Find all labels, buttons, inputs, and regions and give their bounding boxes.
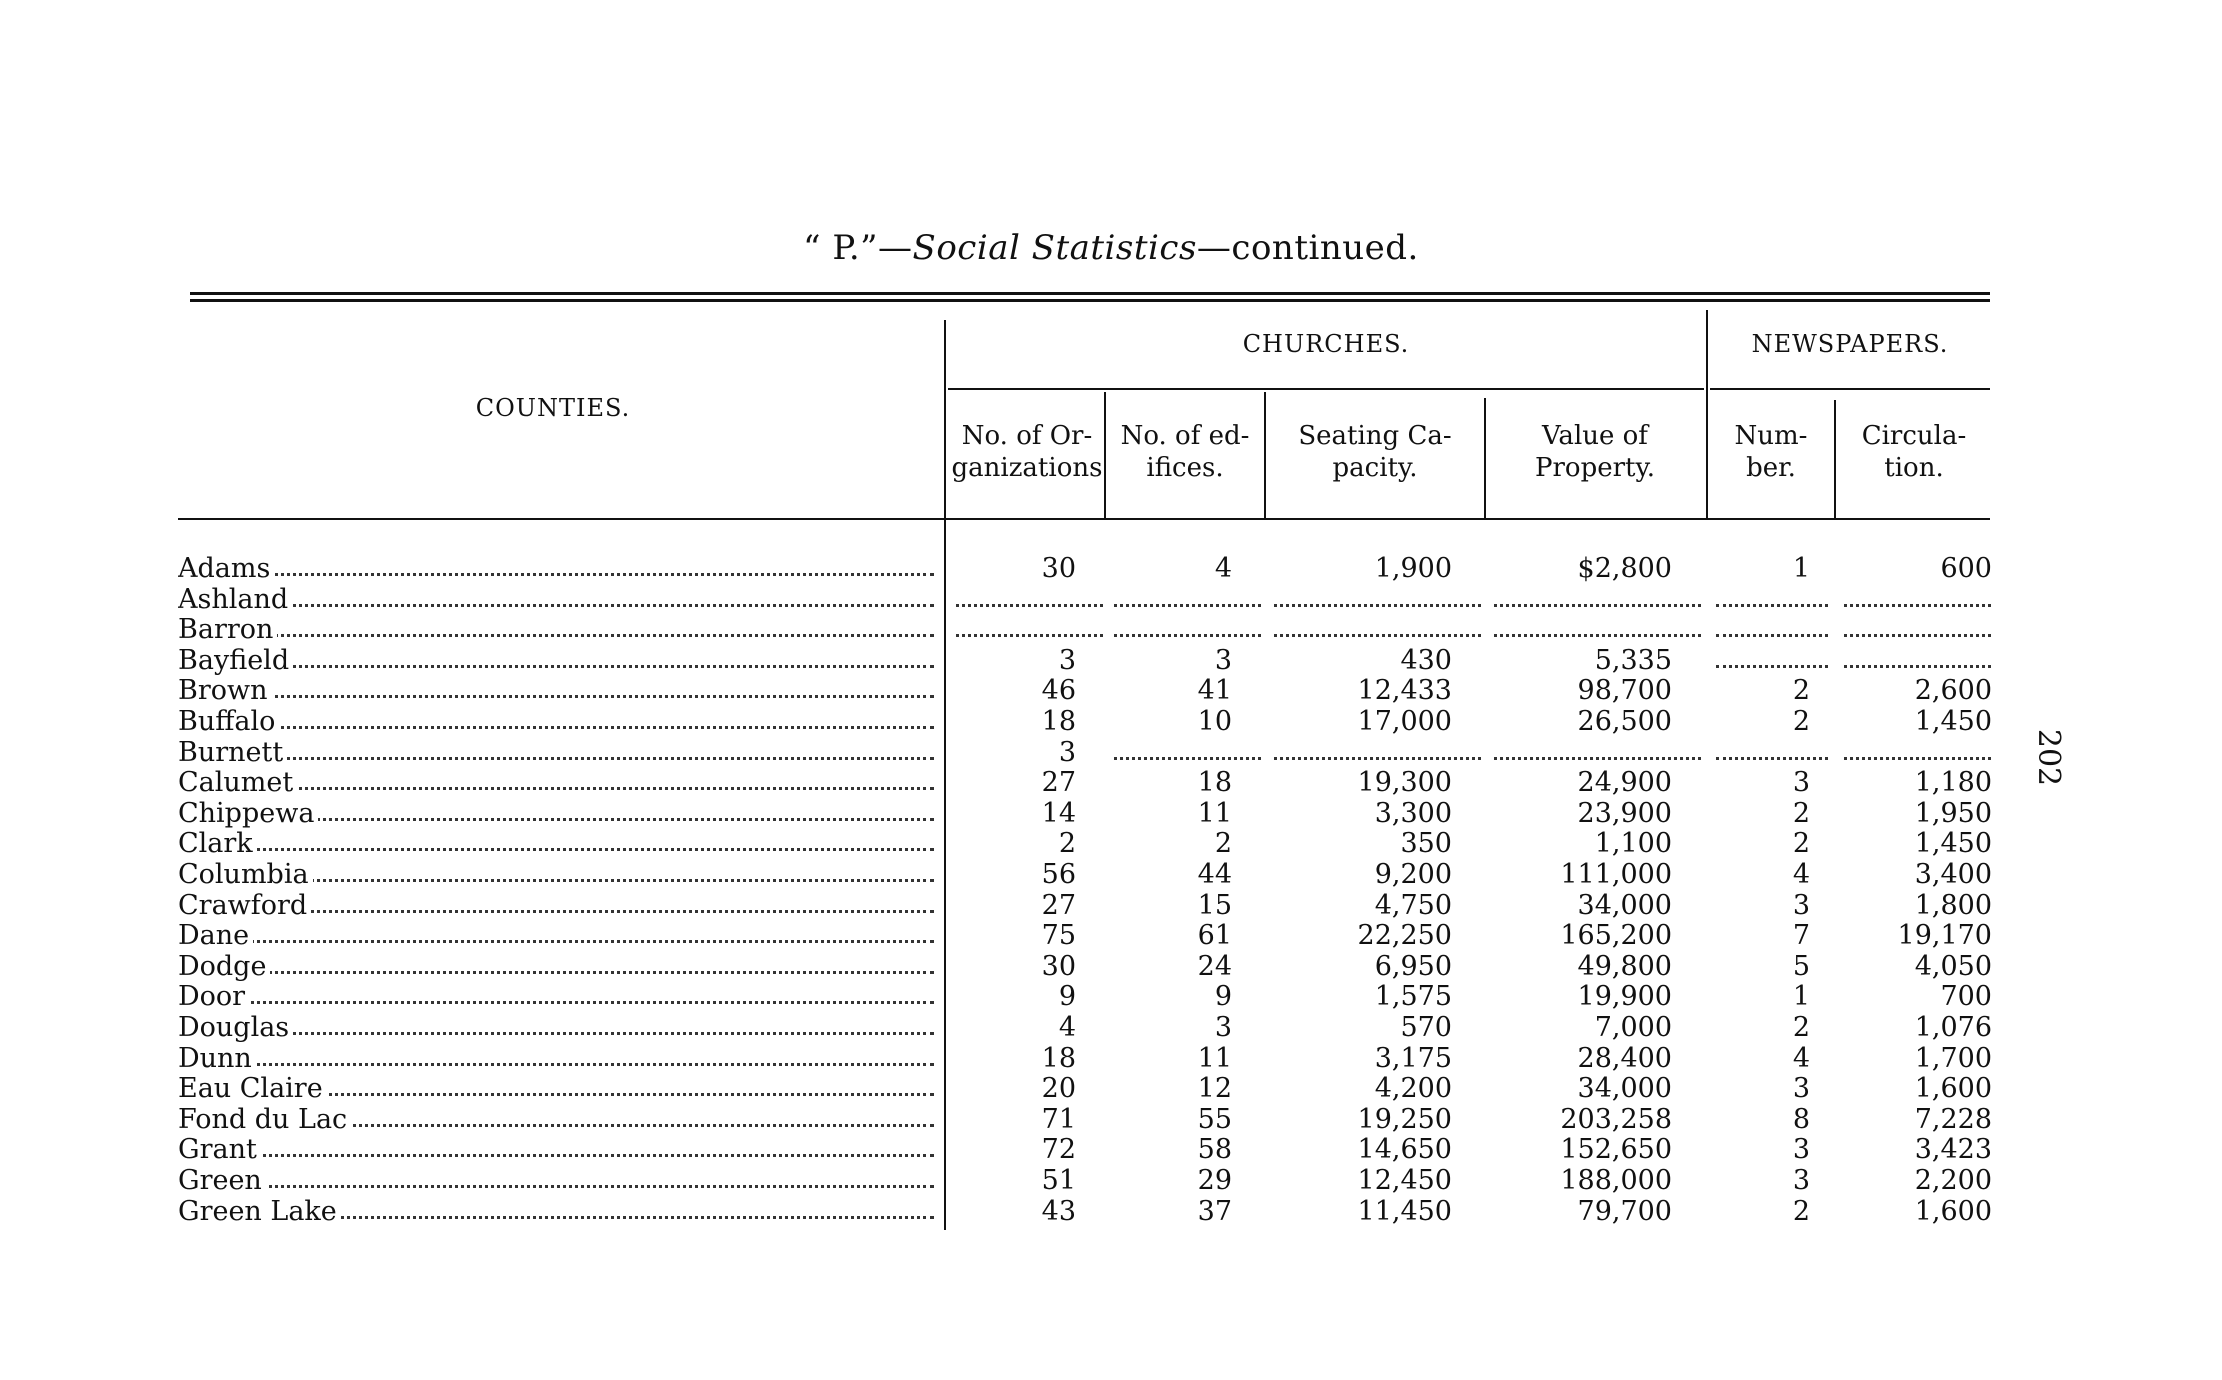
edi-cell: 12 [1197,1073,1232,1105]
circ-cell: 1,600 [1914,1195,1992,1227]
seat-cell: 19,250 [1357,1103,1452,1135]
top-rule-2 [190,299,1990,302]
county-name: Fond du Lac [178,1104,351,1135]
val-cell: 34,000 [1577,1073,1672,1105]
header-seating [1266,420,1484,484]
val-cell: 23,900 [1577,797,1672,829]
header-organizations-line2: ganizations [951,453,1103,483]
county-cell [178,890,940,921]
seat-cell: 9,200 [1374,859,1452,890]
val-cell: 98,700 [1577,675,1672,707]
circ-cell: 2,200 [1914,1165,1992,1196]
table-row [0,1104,2222,1135]
header-number-line1: Num- [1734,421,1808,451]
org-cell: 3 [1058,736,1076,768]
county-name: Ashland [178,584,292,615]
org-cell: 75 [1041,920,1076,952]
title-suffix: —continued. [1196,228,1419,268]
county-cell [178,706,940,737]
county-cell [178,828,940,859]
county-name: Green Lake [178,1196,341,1227]
top-rule-1 [190,292,1990,295]
county-cell [178,553,940,584]
circ-cell: 1,950 [1914,797,1992,829]
leader-dots [1274,634,1481,637]
seat-cell: 4,750 [1374,889,1452,921]
seat-cell: 11,450 [1357,1195,1452,1227]
table-row [0,828,2222,859]
header-counties: COUNTIES. [475,394,631,422]
edi-cell: 10 [1197,706,1232,737]
num-cell: 5 [1792,950,1810,982]
leader-dots [178,1185,934,1188]
edi-cell: 11 [1197,1042,1232,1074]
edi-cell: 29 [1197,1165,1232,1196]
county-name: Bayfield [178,645,293,676]
table-row [0,1012,2222,1043]
val-cell: 1,100 [1594,828,1672,860]
county-cell [178,1073,940,1104]
val-cell: 49,800 [1577,950,1672,982]
county-cell [178,1165,940,1196]
table-row [0,981,2222,1012]
leader-dots [178,1063,934,1066]
leader-dots [1716,757,1828,760]
org-cell: 46 [1041,675,1076,707]
edi-cell: 9 [1214,981,1232,1013]
seat-cell: 3,300 [1374,797,1452,829]
leader-dots [1844,634,1991,637]
val-cell: 188,000 [1560,1165,1672,1196]
leader-dots [1274,604,1481,607]
county-name: Adams [178,553,274,584]
county-cell [178,981,940,1012]
leader-dots [1114,604,1261,607]
seat-cell: 12,433 [1357,675,1452,707]
page-title [0,228,2222,268]
leader-dots [1274,757,1481,760]
circ-cell: 1,450 [1914,706,1992,737]
page-number: 202 [2031,728,2067,787]
churches-rule [948,388,1704,390]
val-cell: 28,400 [1577,1042,1672,1074]
org-cell: 30 [1041,950,1076,982]
newspapers-rule [1710,388,1990,390]
org-cell: 14 [1041,797,1076,829]
leader-dots [1844,604,1991,607]
circ-cell: 7,228 [1914,1103,1992,1135]
circ-cell: 2,600 [1914,675,1992,707]
county-cell [178,614,940,645]
county-name: Crawford [178,890,311,921]
circ-cell: 1,450 [1914,828,1992,860]
seat-cell: 4,200 [1374,1073,1452,1105]
leader-dots [178,940,934,943]
num-cell: 2 [1792,797,1810,829]
county-cell [178,675,940,706]
edi-cell: 44 [1197,859,1232,890]
header-circulation-line1: Circula- [1861,421,1967,451]
num-cell: 2 [1792,1012,1810,1043]
seat-cell: 1,900 [1374,553,1452,584]
county-cell [178,737,940,768]
table-row [0,553,2222,584]
edi-cell: 4 [1214,553,1232,584]
num-cell: 4 [1792,859,1810,890]
title-italic: Social Statistics [912,228,1197,268]
table-row [0,798,2222,829]
county-name: Buffalo [178,706,279,737]
edi-cell: 3 [1214,1012,1232,1043]
table-row [0,706,2222,737]
table-row [0,675,2222,706]
leader-dots [1844,665,1991,668]
leader-dots [956,604,1103,607]
seat-cell: 570 [1400,1012,1452,1043]
county-cell [178,1043,940,1074]
header-bottom-rule [178,518,1990,520]
county-cell [178,1012,940,1043]
header-value-line1: Value of [1542,421,1648,451]
edi-cell: 61 [1197,920,1232,952]
county-name: Dunn [178,1043,256,1074]
county-cell [178,1196,940,1227]
header-churches: CHURCHES. [1242,330,1410,358]
num-cell: 4 [1792,1042,1810,1074]
leader-dots [1716,665,1828,668]
county-cell [178,798,940,829]
header-number-line2: ber. [1746,453,1796,483]
header-edifices-line1: No. of ed- [1120,421,1250,451]
county-name: Brown [178,675,272,706]
header-edifices [1106,420,1264,484]
header-value [1486,420,1704,484]
circ-cell: 700 [1940,981,1992,1013]
org-cell: 9 [1058,981,1076,1013]
county-name: Dodge [178,951,270,982]
leader-dots [178,848,934,851]
org-cell: 18 [1041,706,1076,737]
org-cell: 72 [1041,1134,1076,1166]
table-row [0,890,2222,921]
county-cell [178,920,940,951]
org-cell: 56 [1041,859,1076,890]
num-cell: 3 [1792,889,1810,921]
edi-cell: 11 [1197,797,1232,829]
header-organizations [948,420,1106,484]
leader-dots [1844,757,1991,760]
header-newspapers: NEWSPAPERS. [1751,330,1949,358]
table-row [0,920,2222,951]
org-cell: 51 [1041,1165,1076,1196]
leader-dots [1494,604,1701,607]
seat-cell: 430 [1400,644,1452,676]
edi-cell: 18 [1197,767,1232,799]
num-cell: 7 [1792,920,1810,952]
county-cell [178,767,940,798]
county-name: Barron [178,614,277,645]
table-row [0,1134,2222,1165]
edi-cell: 37 [1197,1195,1232,1227]
num-cell: 3 [1792,767,1810,799]
seat-cell: 14,650 [1357,1134,1452,1166]
table-row [0,645,2222,676]
leader-dots [178,757,934,760]
org-cell: 43 [1041,1195,1076,1227]
leader-dots [178,1154,934,1157]
leader-dots [1114,634,1261,637]
table-row [0,584,2222,615]
leader-dots [1494,757,1701,760]
num-cell: 3 [1792,1073,1810,1105]
edi-cell: 55 [1197,1103,1232,1135]
circ-cell: 1,600 [1914,1073,1992,1105]
table-row [0,1165,2222,1196]
org-cell: 71 [1041,1103,1076,1135]
county-name: Dane [178,920,253,951]
seat-cell: 3,175 [1374,1042,1452,1074]
num-cell: 2 [1792,828,1810,860]
circ-cell: 19,170 [1897,920,1992,952]
edi-cell: 3 [1214,644,1232,676]
county-name: Clark [178,828,257,859]
county-cell [178,859,940,890]
num-cell: 1 [1792,553,1810,584]
table-row [0,767,2222,798]
table-row [0,1043,2222,1074]
val-cell: 165,200 [1560,920,1672,952]
table-row [0,1073,2222,1104]
header-seating-line1: Seating Ca- [1298,421,1452,451]
num-cell: 3 [1792,1134,1810,1166]
circ-cell: 1,076 [1914,1012,1992,1043]
circ-cell: 1,700 [1914,1042,1992,1074]
num-cell: 8 [1792,1103,1810,1135]
circ-cell: 1,180 [1914,767,1992,799]
num-cell: 1 [1792,981,1810,1013]
num-cell: 2 [1792,675,1810,707]
seat-cell: 6,950 [1374,950,1452,982]
edi-cell: 58 [1197,1134,1232,1166]
val-cell: 7,000 [1594,1012,1672,1043]
circ-cell: 3,423 [1914,1134,1992,1166]
org-cell: 3 [1058,644,1076,676]
org-cell: 20 [1041,1073,1076,1105]
table-row [0,859,2222,890]
seat-cell: 12,450 [1357,1165,1452,1196]
val-cell: 79,700 [1577,1195,1672,1227]
county-name: Burnett [178,737,287,768]
county-cell [178,1134,940,1165]
header-edifices-line2: ifices. [1146,453,1224,483]
header-number [1708,420,1834,484]
table-row [0,614,2222,645]
leader-dots [178,573,934,576]
leader-dots [178,634,934,637]
county-name: Douglas [178,1012,293,1043]
county-name: Columbia [178,859,313,890]
val-cell: 152,650 [1560,1134,1672,1166]
circ-cell: 600 [1940,553,1992,584]
org-cell: 30 [1041,553,1076,584]
county-name: Eau Claire [178,1073,327,1104]
title-prefix: “ P.”— [803,228,913,268]
table-row [0,737,2222,768]
org-cell: 2 [1058,828,1076,860]
leader-dots [1114,757,1261,760]
leader-dots [1716,634,1828,637]
val-cell: 19,900 [1577,981,1672,1013]
org-cell: 27 [1041,767,1076,799]
circ-cell: 3,400 [1914,859,1992,890]
leader-dots [1494,634,1701,637]
churches-newspapers-divider [1706,310,1708,518]
county-name: Door [178,981,249,1012]
table-row [0,951,2222,982]
val-cell: 26,500 [1577,706,1672,737]
val-cell: 111,000 [1560,859,1672,890]
leader-dots [178,971,934,974]
county-name: Grant [178,1134,261,1165]
leader-dots [956,634,1103,637]
seat-cell: 22,250 [1357,920,1452,952]
circ-cell: 4,050 [1914,950,1992,982]
header-organizations-line1: No. of Or- [961,421,1093,451]
header-circulation [1836,420,1992,484]
header-circulation-line2: tion. [1884,453,1944,483]
val-cell: 5,335 [1594,644,1672,676]
leader-dots [178,726,934,729]
val-cell: $2,800 [1577,553,1672,584]
seat-cell: 17,000 [1357,706,1452,737]
seat-cell: 19,300 [1357,767,1452,799]
edi-cell: 15 [1197,889,1232,921]
val-cell: 203,258 [1560,1103,1672,1135]
header-value-line2: Property. [1535,453,1655,483]
val-cell: 34,000 [1577,889,1672,921]
county-cell [178,1104,940,1135]
num-cell: 2 [1792,706,1810,737]
edi-cell: 2 [1214,828,1232,860]
header-seating-line2: pacity. [1332,453,1418,483]
county-cell [178,951,940,982]
county-name: Chippewa [178,798,318,829]
org-cell: 18 [1041,1042,1076,1074]
county-name: Green [178,1165,266,1196]
edi-cell: 41 [1197,675,1232,707]
org-cell: 27 [1041,889,1076,921]
circ-cell: 1,800 [1914,889,1992,921]
val-cell: 24,900 [1577,767,1672,799]
num-cell: 2 [1792,1195,1810,1227]
num-cell: 3 [1792,1165,1810,1196]
table-row [0,1196,2222,1227]
county-name: Calumet [178,767,297,798]
edi-cell: 24 [1197,950,1232,982]
seat-cell: 350 [1400,828,1452,860]
leader-dots [1716,604,1828,607]
seat-cell: 1,575 [1374,981,1452,1013]
org-cell: 4 [1058,1012,1076,1043]
leader-dots [178,1001,934,1004]
county-cell [178,584,940,615]
county-cell [178,645,940,676]
leader-dots [178,695,934,698]
